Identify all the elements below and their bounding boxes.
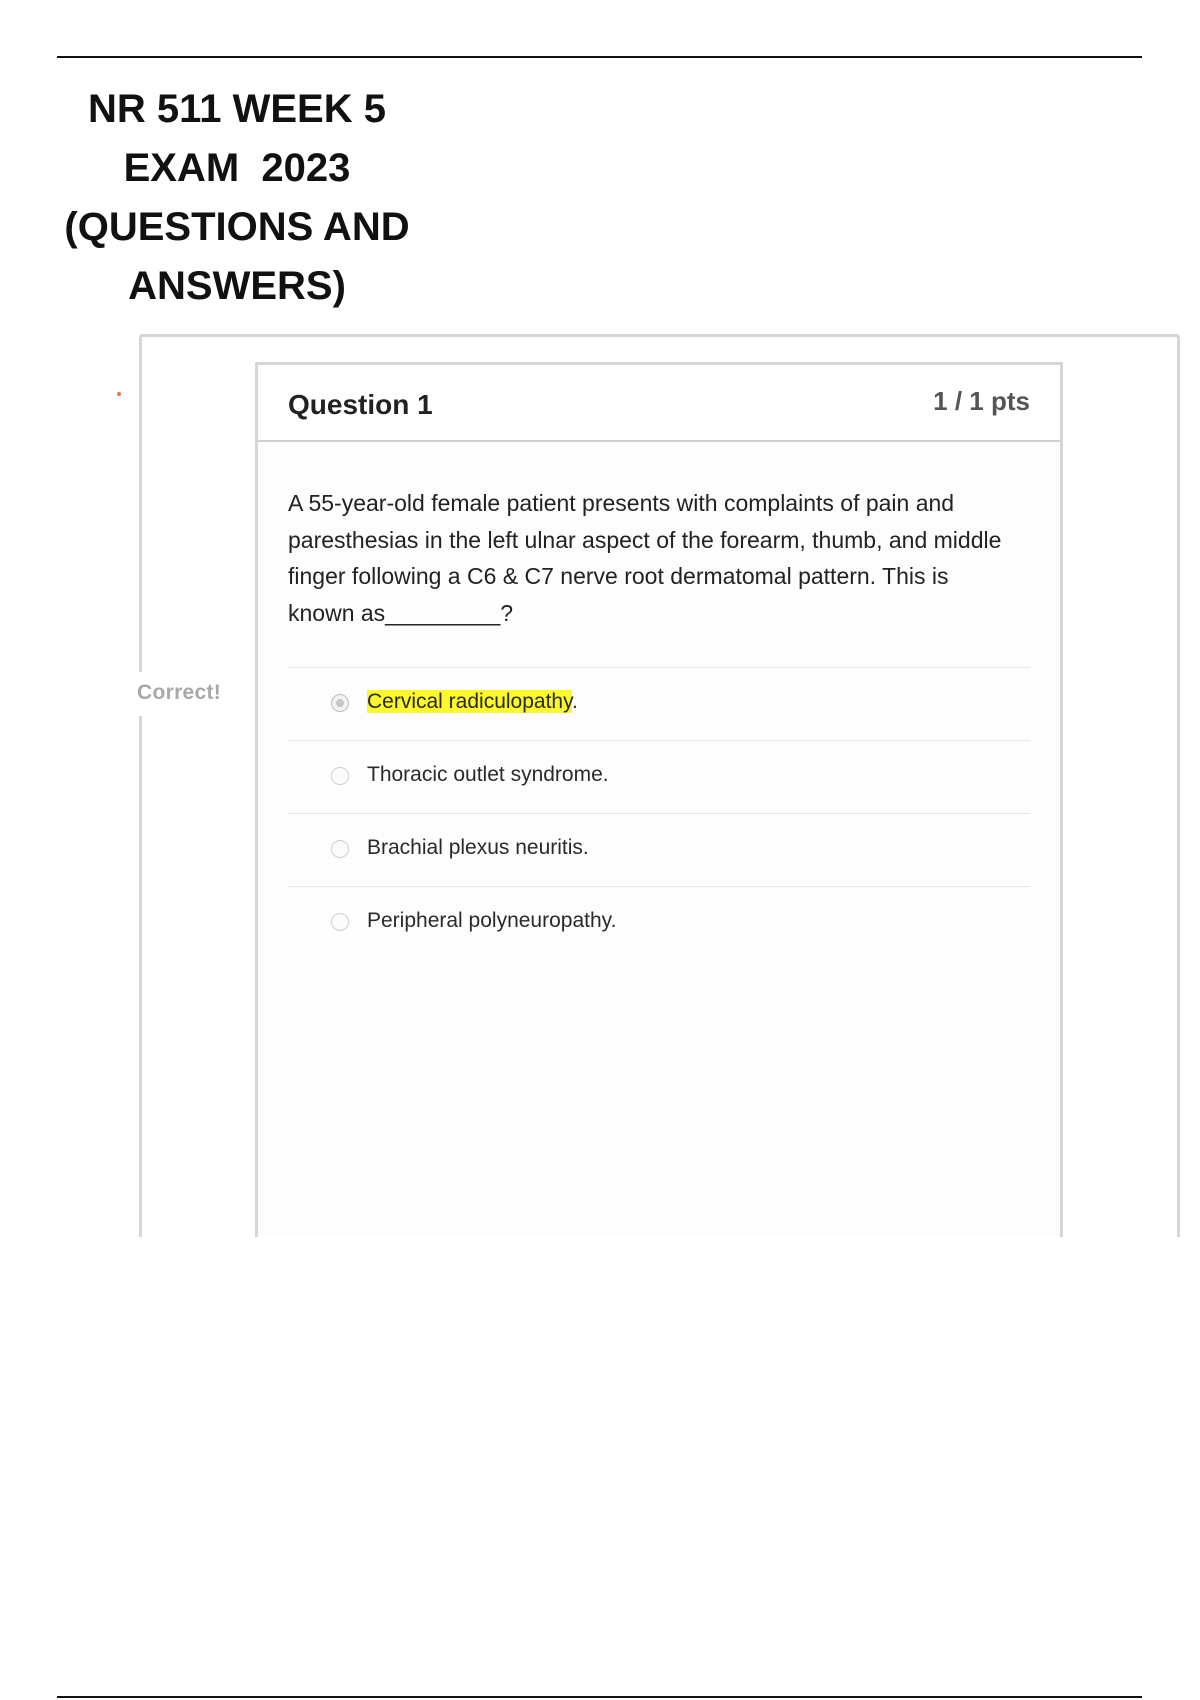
question-card (255, 362, 1063, 1237)
answer-option[interactable] (288, 886, 1030, 959)
question-title: Question 1 (288, 389, 433, 420)
title-line-4: ANSWERS) (128, 264, 346, 308)
correct-answer-label: Correct! (137, 681, 222, 704)
radio-icon[interactable] (331, 840, 349, 858)
answer-label: Peripheral polyneuropathy. (367, 909, 617, 932)
radio-icon[interactable] (331, 913, 349, 931)
radio-selected-icon[interactable] (331, 694, 349, 712)
answer-label: Brachial plexus neuritis. (367, 836, 589, 859)
title-line-2: EXAM 2023 (123, 146, 351, 190)
title-line-3: (QUESTIONS AND (64, 205, 410, 249)
top-rule (57, 56, 1142, 58)
answer-option[interactable] (288, 813, 1030, 886)
answer-option[interactable] (288, 667, 1030, 740)
answer-option[interactable] (288, 740, 1030, 813)
flag-marker-icon (117, 392, 121, 396)
radio-icon[interactable] (331, 767, 349, 785)
answer-label (367, 690, 578, 714)
bottom-rule (57, 1696, 1142, 1698)
question-header (258, 365, 1060, 442)
answer-list (288, 667, 1030, 959)
answer-suffix: . (572, 690, 578, 713)
answer-highlight: Cervical radiculopathy (367, 690, 573, 713)
question-points: 1 / 1 pts (933, 386, 1030, 416)
question-text: A 55-year-old female patient presents with complaints of pain and paresthesias in the left ulnar aspect of the forearm, thumb, and middle finger following a C6 & C7 nerve root dermatomal pattern. This is known as_________? (288, 490, 1002, 626)
answer-label: Thoracic outlet syndrome. (367, 763, 609, 786)
title-line-1: NR 511 WEEK 5 (88, 87, 386, 131)
document-title (52, 80, 422, 316)
